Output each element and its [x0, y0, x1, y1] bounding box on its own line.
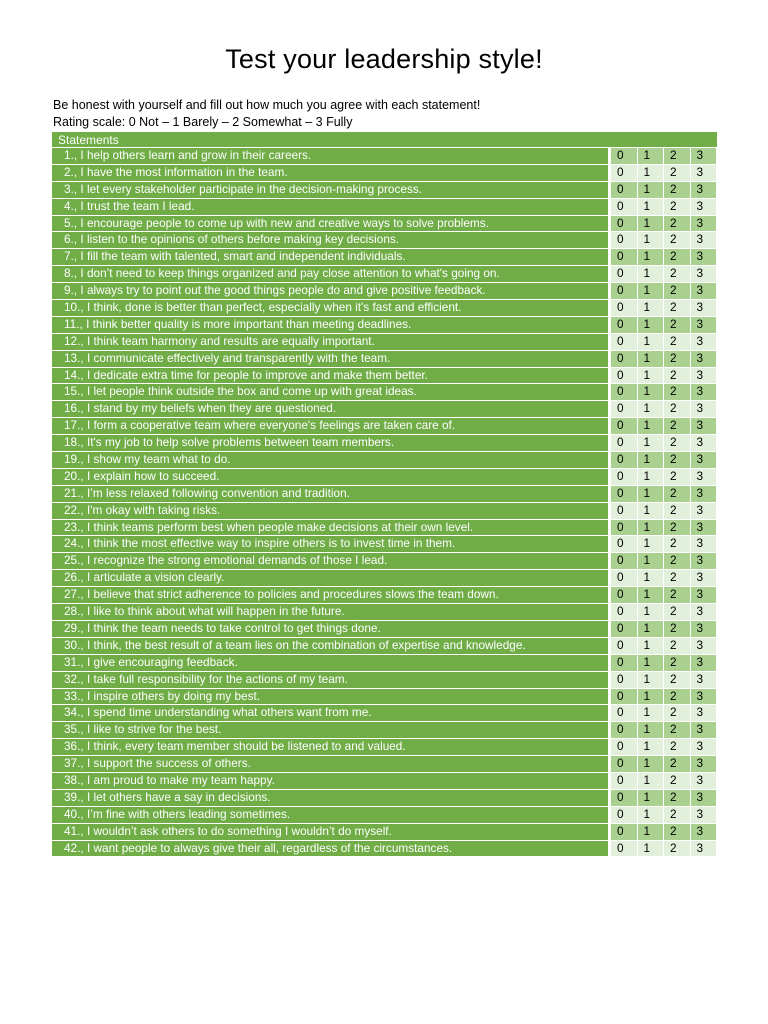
table-row [52, 773, 717, 790]
rating-option-0[interactable]: 0 [611, 435, 638, 452]
statement-text: 4., I trust the team I lead. [52, 199, 608, 216]
rating-option-2[interactable]: 2 [664, 739, 691, 756]
rating-option-1[interactable]: 1 [638, 165, 665, 182]
rating-option-0[interactable]: 0 [611, 520, 638, 537]
rating-option-2[interactable]: 2 [664, 841, 691, 858]
rating-option-0[interactable]: 0 [611, 266, 638, 283]
rating-option-1[interactable]: 1 [638, 334, 665, 351]
statement-text: 36., I think, every team member should be listened to and valued. [52, 739, 608, 756]
rating-option-3[interactable]: 3 [691, 368, 718, 385]
rating-option-0[interactable]: 0 [611, 672, 638, 689]
rating-option-2[interactable]: 2 [664, 418, 691, 435]
rating-option-0[interactable]: 0 [611, 773, 638, 790]
table-row [52, 841, 717, 858]
rating-option-0[interactable]: 0 [611, 604, 638, 621]
rating-option-3[interactable]: 3 [691, 570, 718, 587]
rating-option-0[interactable]: 0 [611, 638, 638, 655]
table-row [52, 148, 717, 165]
rating-option-3[interactable]: 3 [691, 638, 718, 655]
statement-text: 39., I let others have a say in decisions. [52, 790, 608, 807]
rating-option-0[interactable]: 0 [611, 165, 638, 182]
rating-option-2[interactable]: 2 [664, 587, 691, 604]
rating-option-0[interactable]: 0 [611, 368, 638, 385]
rating-option-2[interactable]: 2 [664, 182, 691, 199]
rating-option-1[interactable]: 1 [638, 739, 665, 756]
rating-option-2[interactable]: 2 [664, 384, 691, 401]
table-row [52, 283, 717, 300]
table-row [52, 536, 717, 553]
instructions [53, 97, 480, 131]
rating-option-2[interactable]: 2 [664, 655, 691, 672]
statement-text: 9., I always try to point out the good things people do and give positive feedback. [52, 283, 608, 300]
rating-option-3[interactable]: 3 [691, 182, 718, 199]
table-row [52, 165, 717, 182]
rating-option-3[interactable]: 3 [691, 672, 718, 689]
table-row [52, 520, 717, 537]
rating-option-0[interactable]: 0 [611, 722, 638, 739]
statement-text: 19., I show my team what to do. [52, 452, 608, 469]
rating-option-1[interactable]: 1 [638, 587, 665, 604]
rating-option-0[interactable]: 0 [611, 283, 638, 300]
rating-option-1[interactable]: 1 [638, 418, 665, 435]
statement-text: 24., I think the most effective way to inspire others is to invest time in them. [52, 536, 608, 553]
rating-option-1[interactable]: 1 [638, 722, 665, 739]
rating-option-1[interactable]: 1 [638, 232, 665, 249]
rating-option-3[interactable]: 3 [691, 165, 718, 182]
table-row [52, 672, 717, 689]
rating-option-1[interactable]: 1 [638, 553, 665, 570]
rating-option-0[interactable]: 0 [611, 587, 638, 604]
rating-option-2[interactable]: 2 [664, 807, 691, 824]
table-row [52, 621, 717, 638]
table-row [52, 739, 717, 756]
statement-text: 10., I think, done is better than perfect, especially when it's fast and efficient. [52, 300, 608, 317]
rating-option-2[interactable]: 2 [664, 148, 691, 165]
rating-option-3[interactable]: 3 [691, 435, 718, 452]
rating-option-0[interactable]: 0 [611, 536, 638, 553]
table-row [52, 300, 717, 317]
rating-option-0[interactable]: 0 [611, 689, 638, 706]
rating-option-0[interactable]: 0 [611, 317, 638, 334]
table-row [52, 638, 717, 655]
rating-option-0[interactable]: 0 [611, 300, 638, 317]
rating-option-1[interactable]: 1 [638, 773, 665, 790]
rating-option-1[interactable]: 1 [638, 317, 665, 334]
rating-option-2[interactable]: 2 [664, 317, 691, 334]
statement-rows [52, 148, 717, 857]
rating-option-1[interactable]: 1 [638, 300, 665, 317]
rating-option-1[interactable]: 1 [638, 384, 665, 401]
rating-option-2[interactable]: 2 [664, 773, 691, 790]
table-row [52, 418, 717, 435]
statement-text: 25., I recognize the strong emotional demands of those I lead. [52, 553, 608, 570]
rating-option-3[interactable]: 3 [691, 317, 718, 334]
statement-text: 5., I encourage people to come up with new and creative ways to solve problems. [52, 216, 608, 233]
rating-option-2[interactable]: 2 [664, 216, 691, 233]
rating-option-2[interactable]: 2 [664, 300, 691, 317]
rating-option-0[interactable]: 0 [611, 249, 638, 266]
rating-option-2[interactable]: 2 [664, 790, 691, 807]
table-row [52, 317, 717, 334]
statement-text: 33., I inspire others by doing my best. [52, 689, 608, 706]
rating-option-3[interactable]: 3 [691, 300, 718, 317]
rating-option-3[interactable]: 3 [691, 334, 718, 351]
rating-option-3[interactable]: 3 [691, 824, 718, 841]
table-row [52, 401, 717, 418]
statement-text: 40., I’m fine with others leading sometimes. [52, 807, 608, 824]
rating-option-0[interactable]: 0 [611, 570, 638, 587]
statement-text: 37., I support the success of others. [52, 756, 608, 773]
rating-option-1[interactable]: 1 [638, 536, 665, 553]
rating-option-2[interactable]: 2 [664, 249, 691, 266]
rating-option-3[interactable]: 3 [691, 520, 718, 537]
rating-option-2[interactable]: 2 [664, 520, 691, 537]
rating-option-3[interactable]: 3 [691, 621, 718, 638]
statement-text: 6., I listen to the opinions of others before making key decisions. [52, 232, 608, 249]
rating-option-1[interactable]: 1 [638, 351, 665, 368]
statement-text: 28., I like to think about what will happen in the future. [52, 604, 608, 621]
rating-option-3[interactable]: 3 [691, 199, 718, 216]
rating-option-0[interactable]: 0 [611, 739, 638, 756]
rating-option-3[interactable]: 3 [691, 722, 718, 739]
table-row [52, 553, 717, 570]
rating-option-3[interactable]: 3 [691, 216, 718, 233]
rating-option-1[interactable]: 1 [638, 655, 665, 672]
rating-option-0[interactable]: 0 [611, 503, 638, 520]
rating-option-3[interactable]: 3 [691, 452, 718, 469]
statement-text: 27., I believe that strict adherence to policies and procedures slows the team down. [52, 587, 608, 604]
rating-option-2[interactable]: 2 [664, 536, 691, 553]
table-row [52, 722, 717, 739]
rating-option-2[interactable]: 2 [664, 824, 691, 841]
table-row [52, 452, 717, 469]
statement-text: 34., I spend time understanding what others want from me. [52, 705, 608, 722]
rating-option-3[interactable]: 3 [691, 266, 718, 283]
rating-option-2[interactable]: 2 [664, 435, 691, 452]
table-row [52, 232, 717, 249]
statement-text: 15., I let people think outside the box and come up with great ideas. [52, 384, 608, 401]
rating-option-0[interactable]: 0 [611, 655, 638, 672]
rating-option-1[interactable]: 1 [638, 705, 665, 722]
rating-option-3[interactable]: 3 [691, 249, 718, 266]
table-row [52, 368, 717, 385]
statement-text: 1., I help others learn and grow in their careers. [52, 148, 608, 165]
rating-option-0[interactable]: 0 [611, 824, 638, 841]
rating-option-2[interactable]: 2 [664, 604, 691, 621]
rating-option-0[interactable]: 0 [611, 553, 638, 570]
rating-option-3[interactable]: 3 [691, 841, 718, 858]
rating-option-3[interactable]: 3 [691, 587, 718, 604]
rating-option-1[interactable]: 1 [638, 283, 665, 300]
rating-option-3[interactable]: 3 [691, 503, 718, 520]
rating-option-3[interactable]: 3 [691, 536, 718, 553]
rating-option-1[interactable]: 1 [638, 790, 665, 807]
rating-option-1[interactable]: 1 [638, 824, 665, 841]
table-row [52, 570, 717, 587]
rating-option-2[interactable]: 2 [664, 232, 691, 249]
statement-text: 29., I think the team needs to take control to get things done. [52, 621, 608, 638]
rating-option-0[interactable]: 0 [611, 384, 638, 401]
rating-option-2[interactable]: 2 [664, 689, 691, 706]
table-row [52, 790, 717, 807]
statement-text: 3., I let every stakeholder participate in the decision-making process. [52, 182, 608, 199]
rating-option-0[interactable]: 0 [611, 182, 638, 199]
rating-option-1[interactable]: 1 [638, 249, 665, 266]
statement-text: 41., I wouldn’t ask others to do something I wouldn’t do myself. [52, 824, 608, 841]
rating-option-1[interactable]: 1 [638, 756, 665, 773]
rating-option-3[interactable]: 3 [691, 148, 718, 165]
statement-text: 38., I am proud to make my team happy. [52, 773, 608, 790]
statement-text: 21., I’m less relaxed following convention and tradition. [52, 486, 608, 503]
rating-option-1[interactable]: 1 [638, 486, 665, 503]
rating-option-0[interactable]: 0 [611, 705, 638, 722]
rating-option-3[interactable]: 3 [691, 418, 718, 435]
table-row [52, 705, 717, 722]
statement-text: 42., I want people to always give their all, regardless of the circumstances. [52, 841, 608, 858]
statement-text: 17., I form a cooperative team where everyone's feelings are taken care of. [52, 418, 608, 435]
rating-option-3[interactable]: 3 [691, 689, 718, 706]
statements-table [52, 132, 717, 857]
table-row [52, 604, 717, 621]
rating-option-3[interactable]: 3 [691, 232, 718, 249]
statement-text: 32., I take full responsibility for the actions of my team. [52, 672, 608, 689]
rating-option-3[interactable]: 3 [691, 756, 718, 773]
rating-option-2[interactable]: 2 [664, 469, 691, 486]
rating-option-0[interactable]: 0 [611, 199, 638, 216]
statement-text: 7., I fill the team with talented, smart and independent individuals. [52, 249, 608, 266]
page-title: Test your leadership style! [225, 44, 543, 74]
rating-option-2[interactable]: 2 [664, 503, 691, 520]
rating-option-2[interactable]: 2 [664, 334, 691, 351]
rating-option-2[interactable]: 2 [664, 283, 691, 300]
rating-option-2[interactable]: 2 [664, 266, 691, 283]
statement-text: 8., I don’t need to keep things organized and pay close attention to what's going on. [52, 266, 608, 283]
statement-text: 14., I dedicate extra time for people to improve and make them better. [52, 368, 608, 385]
table-row [52, 216, 717, 233]
statement-text: 35., I like to strive for the best. [52, 722, 608, 739]
rating-option-3[interactable]: 3 [691, 807, 718, 824]
rating-option-3[interactable]: 3 [691, 773, 718, 790]
rating-option-1[interactable]: 1 [638, 182, 665, 199]
rating-option-2[interactable]: 2 [664, 570, 691, 587]
rating-scale-text: Rating scale: 0 Not – 1 Barely – 2 Somewhat – 3 Fully [53, 115, 353, 129]
table-row [52, 824, 717, 841]
rating-option-3[interactable]: 3 [691, 553, 718, 570]
table-row [52, 756, 717, 773]
rating-option-1[interactable]: 1 [638, 621, 665, 638]
rating-option-1[interactable]: 1 [638, 503, 665, 520]
rating-option-2[interactable]: 2 [664, 672, 691, 689]
rating-option-2[interactable]: 2 [664, 165, 691, 182]
statement-text: 31., I give encouraging feedback. [52, 655, 608, 672]
rating-option-1[interactable]: 1 [638, 689, 665, 706]
table-row [52, 351, 717, 368]
rating-option-0[interactable]: 0 [611, 401, 638, 418]
rating-option-3[interactable]: 3 [691, 604, 718, 621]
rating-option-2[interactable]: 2 [664, 553, 691, 570]
rating-option-0[interactable]: 0 [611, 148, 638, 165]
table-row [52, 486, 717, 503]
rating-option-2[interactable]: 2 [664, 756, 691, 773]
rating-option-1[interactable]: 1 [638, 672, 665, 689]
rating-option-3[interactable]: 3 [691, 401, 718, 418]
rating-option-2[interactable]: 2 [664, 638, 691, 655]
rating-option-0[interactable]: 0 [611, 790, 638, 807]
rating-option-3[interactable]: 3 [691, 705, 718, 722]
rating-option-0[interactable]: 0 [611, 621, 638, 638]
rating-option-1[interactable]: 1 [638, 368, 665, 385]
statement-text: 26., I articulate a vision clearly. [52, 570, 608, 587]
rating-option-3[interactable]: 3 [691, 790, 718, 807]
table-row [52, 182, 717, 199]
table-row [52, 503, 717, 520]
rating-option-3[interactable]: 3 [691, 351, 718, 368]
statement-text: 12., I think team harmony and results are equally important. [52, 334, 608, 351]
rating-option-2[interactable]: 2 [664, 621, 691, 638]
rating-option-2[interactable]: 2 [664, 452, 691, 469]
statement-text: 18., It's my job to help solve problems between team members. [52, 435, 608, 452]
table-row [52, 469, 717, 486]
rating-option-3[interactable]: 3 [691, 739, 718, 756]
table-row [52, 199, 717, 216]
rating-option-1[interactable]: 1 [638, 807, 665, 824]
rating-option-1[interactable]: 1 [638, 469, 665, 486]
rating-option-1[interactable]: 1 [638, 604, 665, 621]
rating-option-0[interactable]: 0 [611, 756, 638, 773]
statement-text: 11., I think better quality is more important than meeting deadlines. [52, 317, 608, 334]
rating-option-1[interactable]: 1 [638, 570, 665, 587]
rating-option-2[interactable]: 2 [664, 401, 691, 418]
instructions-text: Be honest with yourself and fill out how much you agree with each statement! [53, 98, 481, 112]
rating-option-3[interactable]: 3 [691, 486, 718, 503]
rating-option-1[interactable]: 1 [638, 520, 665, 537]
table-row [52, 655, 717, 672]
statement-text: 2., I have the most information in the team. [52, 165, 608, 182]
rating-option-3[interactable]: 3 [691, 655, 718, 672]
rating-option-0[interactable]: 0 [611, 486, 638, 503]
rating-option-2[interactable]: 2 [664, 351, 691, 368]
rating-option-3[interactable]: 3 [691, 384, 718, 401]
rating-option-0[interactable]: 0 [611, 232, 638, 249]
statement-text: 13., I communicate effectively and transparently with the team. [52, 351, 608, 368]
table-row [52, 249, 717, 266]
rating-option-2[interactable]: 2 [664, 722, 691, 739]
table-header: Statements [52, 132, 717, 148]
statement-text: 23., I think teams perform best when people make decisions at their own level. [52, 520, 608, 537]
rating-option-2[interactable]: 2 [664, 486, 691, 503]
rating-option-1[interactable]: 1 [638, 452, 665, 469]
table-row [52, 807, 717, 824]
rating-option-2[interactable]: 2 [664, 705, 691, 722]
table-row [52, 266, 717, 283]
table-row [52, 689, 717, 706]
rating-option-1[interactable]: 1 [638, 638, 665, 655]
rating-option-0[interactable]: 0 [611, 807, 638, 824]
rating-option-1[interactable]: 1 [638, 199, 665, 216]
statement-text: 16., I stand by my beliefs when they are questioned. [52, 401, 608, 418]
rating-option-1[interactable]: 1 [638, 841, 665, 858]
table-row [52, 587, 717, 604]
rating-option-1[interactable]: 1 [638, 148, 665, 165]
rating-option-1[interactable]: 1 [638, 266, 665, 283]
rating-option-0[interactable]: 0 [611, 841, 638, 858]
rating-option-0[interactable]: 0 [611, 418, 638, 435]
rating-option-0[interactable]: 0 [611, 351, 638, 368]
rating-option-0[interactable]: 0 [611, 334, 638, 351]
table-row [52, 384, 717, 401]
statement-text: 20., I explain how to succeed. [52, 469, 608, 486]
rating-option-0[interactable]: 0 [611, 452, 638, 469]
rating-option-0[interactable]: 0 [611, 469, 638, 486]
rating-option-1[interactable]: 1 [638, 216, 665, 233]
statement-text: 22., I'm okay with taking risks. [52, 503, 608, 520]
rating-option-2[interactable]: 2 [664, 368, 691, 385]
rating-option-1[interactable]: 1 [638, 401, 665, 418]
table-row [52, 334, 717, 351]
rating-option-0[interactable]: 0 [611, 216, 638, 233]
statement-text: 30., I think, the best result of a team lies on the combination of expertise and knowledge. [52, 638, 608, 655]
rating-option-1[interactable]: 1 [638, 435, 665, 452]
rating-option-3[interactable]: 3 [691, 469, 718, 486]
rating-option-3[interactable]: 3 [691, 283, 718, 300]
table-row [52, 435, 717, 452]
rating-option-2[interactable]: 2 [664, 199, 691, 216]
